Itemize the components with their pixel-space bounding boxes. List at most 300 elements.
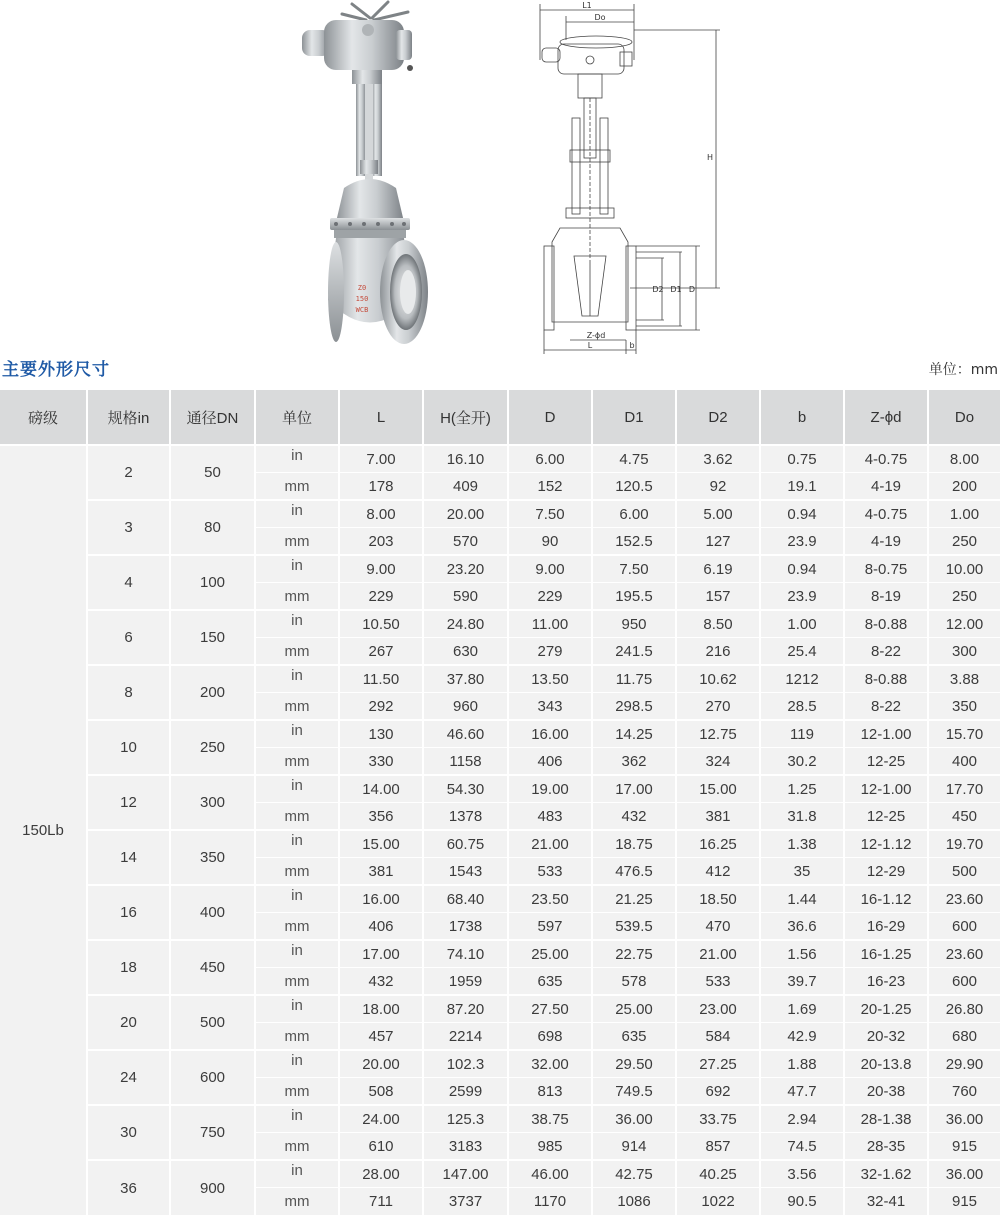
value-cell: 54.30 <box>423 775 508 803</box>
value-cell: 3183 <box>423 1133 508 1161</box>
value-cell: 279 <box>508 638 592 666</box>
value-cell: 324 <box>676 748 760 776</box>
value-cell: 450 <box>928 803 1000 831</box>
value-cell: 21.25 <box>592 885 676 913</box>
value-cell: 1022 <box>676 1188 760 1216</box>
value-cell: 24.00 <box>339 1105 423 1133</box>
value-cell: 102.3 <box>423 1050 508 1078</box>
value-cell: 15.00 <box>339 830 423 858</box>
value-cell: 470 <box>676 913 760 941</box>
value-cell: 597 <box>508 913 592 941</box>
value-cell: 610 <box>339 1133 423 1161</box>
dn-cell: 150 <box>170 610 255 665</box>
value-cell: 12-1.00 <box>844 720 928 748</box>
value-cell: 3737 <box>423 1188 508 1216</box>
label-D2: D2 <box>652 285 664 294</box>
value-cell: 0.94 <box>760 555 844 583</box>
value-cell: 1.25 <box>760 775 844 803</box>
value-cell: 147.00 <box>423 1160 508 1188</box>
column-header: b <box>760 390 844 445</box>
value-cell: 18.00 <box>339 995 423 1023</box>
column-header: H(全开) <box>423 390 508 445</box>
value-cell: 4.75 <box>592 445 676 473</box>
value-cell: 412 <box>676 858 760 886</box>
value-cell: 6.19 <box>676 555 760 583</box>
unit-cell: mm <box>255 528 339 556</box>
value-cell: 584 <box>676 1023 760 1051</box>
value-cell: 635 <box>508 968 592 996</box>
unit-cell: in <box>255 1050 339 1078</box>
label-L1: L1 <box>582 1 592 10</box>
value-cell: 38.75 <box>508 1105 592 1133</box>
column-header: Do <box>928 390 1000 445</box>
value-cell: 1959 <box>423 968 508 996</box>
unit-cell: in <box>255 940 339 968</box>
value-cell: 7.50 <box>508 500 592 528</box>
value-cell: 292 <box>339 693 423 721</box>
column-header: 磅级 <box>0 390 87 445</box>
value-cell: 178 <box>339 473 423 501</box>
value-cell: 356 <box>339 803 423 831</box>
value-cell: 20-1.25 <box>844 995 928 1023</box>
table-row-in <box>0 1050 1000 1078</box>
value-cell: 8-0.75 <box>844 555 928 583</box>
value-cell: 152.5 <box>592 528 676 556</box>
value-cell: 2.94 <box>760 1105 844 1133</box>
value-cell: 125.3 <box>423 1105 508 1133</box>
value-cell: 8-0.88 <box>844 610 928 638</box>
value-cell: 1212 <box>760 665 844 693</box>
size-in-cell: 30 <box>87 1105 170 1160</box>
value-cell: 20-32 <box>844 1023 928 1051</box>
value-cell: 600 <box>928 968 1000 996</box>
value-cell: 533 <box>508 858 592 886</box>
value-cell: 36.00 <box>592 1105 676 1133</box>
value-cell: 21.00 <box>676 940 760 968</box>
value-cell: 16.25 <box>676 830 760 858</box>
value-cell: 25.00 <box>592 995 676 1023</box>
value-cell: 1158 <box>423 748 508 776</box>
value-cell: 90 <box>508 528 592 556</box>
column-header: D1 <box>592 390 676 445</box>
value-cell: 1.56 <box>760 940 844 968</box>
value-cell: 6.00 <box>592 500 676 528</box>
value-cell: 4-0.75 <box>844 500 928 528</box>
value-cell: 3.88 <box>928 665 1000 693</box>
column-header: D2 <box>676 390 760 445</box>
value-cell: 590 <box>423 583 508 611</box>
dn-cell: 600 <box>170 1050 255 1105</box>
value-cell: 432 <box>592 803 676 831</box>
dimension-table <box>0 390 1000 1215</box>
value-cell: 17.00 <box>339 940 423 968</box>
value-cell: 120.5 <box>592 473 676 501</box>
value-cell: 698 <box>508 1023 592 1051</box>
value-cell: 432 <box>339 968 423 996</box>
size-in-cell: 8 <box>87 665 170 720</box>
value-cell: 47.7 <box>760 1078 844 1106</box>
value-cell: 33.75 <box>676 1105 760 1133</box>
value-cell: 20-13.8 <box>844 1050 928 1078</box>
value-cell: 760 <box>928 1078 1000 1106</box>
value-cell: 16-1.12 <box>844 885 928 913</box>
value-cell: 12-25 <box>844 803 928 831</box>
value-cell: 813 <box>508 1078 592 1106</box>
unit-cell: mm <box>255 583 339 611</box>
value-cell: 16.10 <box>423 445 508 473</box>
size-in-cell: 36 <box>87 1160 170 1215</box>
unit-cell: mm <box>255 693 339 721</box>
label-D: D <box>688 285 696 294</box>
value-cell: 74.5 <box>760 1133 844 1161</box>
value-cell: 1170 <box>508 1188 592 1216</box>
value-cell: 68.40 <box>423 885 508 913</box>
label-H: H <box>706 153 714 162</box>
value-cell: 23.9 <box>760 528 844 556</box>
value-cell: 21.00 <box>508 830 592 858</box>
value-cell: 362 <box>592 748 676 776</box>
value-cell: 28.5 <box>760 693 844 721</box>
dn-cell: 400 <box>170 885 255 940</box>
unit-cell: in <box>255 775 339 803</box>
value-cell: 570 <box>423 528 508 556</box>
value-cell: 692 <box>676 1078 760 1106</box>
value-cell: 1.88 <box>760 1050 844 1078</box>
size-in-cell: 16 <box>87 885 170 940</box>
value-cell: 3.62 <box>676 445 760 473</box>
table-body <box>0 445 1000 1215</box>
unit-cell: mm <box>255 858 339 886</box>
product-figures <box>0 0 1000 360</box>
value-cell: 630 <box>423 638 508 666</box>
value-cell: 18.75 <box>592 830 676 858</box>
label-Z-d: Z-ϕd <box>586 331 606 340</box>
label-Do: Do <box>594 13 606 22</box>
value-cell: 20.00 <box>339 1050 423 1078</box>
value-cell: 216 <box>676 638 760 666</box>
value-cell: 74.10 <box>423 940 508 968</box>
value-cell: 300 <box>928 638 1000 666</box>
value-cell: 200 <box>928 473 1000 501</box>
value-cell: 8.00 <box>928 445 1000 473</box>
value-cell: 36.6 <box>760 913 844 941</box>
value-cell: 229 <box>508 583 592 611</box>
unit-cell: mm <box>255 1078 339 1106</box>
value-cell: 35 <box>760 858 844 886</box>
column-header: 单位 <box>255 390 339 445</box>
value-cell: 15.70 <box>928 720 1000 748</box>
value-cell: 19.1 <box>760 473 844 501</box>
value-cell: 195.5 <box>592 583 676 611</box>
value-cell: 500 <box>928 858 1000 886</box>
size-in-cell: 14 <box>87 830 170 885</box>
value-cell: 8-0.88 <box>844 665 928 693</box>
value-cell: 12-29 <box>844 858 928 886</box>
value-cell: 2214 <box>423 1023 508 1051</box>
value-cell: 20.00 <box>423 500 508 528</box>
value-cell: 950 <box>592 610 676 638</box>
size-in-cell: 2 <box>87 445 170 500</box>
value-cell: 5.00 <box>676 500 760 528</box>
value-cell: 23.60 <box>928 940 1000 968</box>
unit-cell: in <box>255 665 339 693</box>
value-cell: 127 <box>676 528 760 556</box>
value-cell: 241.5 <box>592 638 676 666</box>
dn-cell: 250 <box>170 720 255 775</box>
unit-cell: in <box>255 720 339 748</box>
value-cell: 1.69 <box>760 995 844 1023</box>
column-header: 规格in <box>87 390 170 445</box>
size-in-cell: 12 <box>87 775 170 830</box>
value-cell: 40.25 <box>676 1160 760 1188</box>
unit-cell: mm <box>255 968 339 996</box>
unit-cell: mm <box>255 1023 339 1051</box>
value-cell: 37.80 <box>423 665 508 693</box>
value-cell: 381 <box>339 858 423 886</box>
value-cell: 267 <box>339 638 423 666</box>
value-cell: 1543 <box>423 858 508 886</box>
value-cell: 9.00 <box>508 555 592 583</box>
size-in-cell: 10 <box>87 720 170 775</box>
value-cell: 27.25 <box>676 1050 760 1078</box>
dimension-drawing <box>530 0 730 358</box>
value-cell: 25.4 <box>760 638 844 666</box>
value-cell: 12-1.12 <box>844 830 928 858</box>
size-in-cell: 24 <box>87 1050 170 1105</box>
value-cell: 23.00 <box>676 995 760 1023</box>
table-row-in <box>0 830 1000 858</box>
value-cell: 17.00 <box>592 775 676 803</box>
value-cell: 46.00 <box>508 1160 592 1188</box>
unit-cell: mm <box>255 803 339 831</box>
value-cell: 6.00 <box>508 445 592 473</box>
value-cell: 20-38 <box>844 1078 928 1106</box>
value-cell: 680 <box>928 1023 1000 1051</box>
value-cell: 203 <box>339 528 423 556</box>
table-row-in <box>0 995 1000 1023</box>
dn-cell: 50 <box>170 445 255 500</box>
value-cell: 1.38 <box>760 830 844 858</box>
value-cell: 29.50 <box>592 1050 676 1078</box>
value-cell: 12-25 <box>844 748 928 776</box>
value-cell: 229 <box>339 583 423 611</box>
table-row-in <box>0 1160 1000 1188</box>
value-cell: 298.5 <box>592 693 676 721</box>
value-cell: 12-1.00 <box>844 775 928 803</box>
value-cell: 30.2 <box>760 748 844 776</box>
value-cell: 23.50 <box>508 885 592 913</box>
label-b: b <box>629 341 635 350</box>
value-cell: 600 <box>928 913 1000 941</box>
unit-cell: in <box>255 830 339 858</box>
value-cell: 23.9 <box>760 583 844 611</box>
value-cell: 578 <box>592 968 676 996</box>
value-cell: 0.75 <box>760 445 844 473</box>
dn-cell: 750 <box>170 1105 255 1160</box>
value-cell: 11.75 <box>592 665 676 693</box>
value-cell: 250 <box>928 528 1000 556</box>
value-cell: 39.7 <box>760 968 844 996</box>
value-cell: 27.50 <box>508 995 592 1023</box>
value-cell: 17.70 <box>928 775 1000 803</box>
table-row-in <box>0 1105 1000 1133</box>
pressure-class-cell: 150Lb <box>0 445 87 1215</box>
unit-cell: in <box>255 885 339 913</box>
dn-cell: 80 <box>170 500 255 555</box>
table-row-in <box>0 610 1000 638</box>
value-cell: 539.5 <box>592 913 676 941</box>
unit-cell: mm <box>255 473 339 501</box>
value-cell: 476.5 <box>592 858 676 886</box>
value-cell: 8-19 <box>844 583 928 611</box>
unit-cell: mm <box>255 1188 339 1216</box>
value-cell: 16-29 <box>844 913 928 941</box>
value-cell: 2599 <box>423 1078 508 1106</box>
value-cell: 1738 <box>423 913 508 941</box>
value-cell: 330 <box>339 748 423 776</box>
value-cell: 7.00 <box>339 445 423 473</box>
unit-cell: mm <box>255 913 339 941</box>
value-cell: 92 <box>676 473 760 501</box>
value-cell: 42.9 <box>760 1023 844 1051</box>
value-cell: 1.00 <box>760 610 844 638</box>
value-cell: 915 <box>928 1133 1000 1161</box>
value-cell: 28-35 <box>844 1133 928 1161</box>
value-cell: 10.62 <box>676 665 760 693</box>
size-in-cell: 18 <box>87 940 170 995</box>
value-cell: 406 <box>339 913 423 941</box>
value-cell: 1086 <box>592 1188 676 1216</box>
unit-cell: in <box>255 1105 339 1133</box>
value-cell: 23.20 <box>423 555 508 583</box>
value-cell: 0.94 <box>760 500 844 528</box>
value-cell: 15.00 <box>676 775 760 803</box>
value-cell: 46.60 <box>423 720 508 748</box>
value-cell: 270 <box>676 693 760 721</box>
dimension-drawing-image <box>530 0 730 358</box>
value-cell: 4-19 <box>844 528 928 556</box>
value-cell: 1.00 <box>928 500 1000 528</box>
table-row-in <box>0 555 1000 583</box>
size-in-cell: 20 <box>87 995 170 1050</box>
valve-photo-image <box>300 0 440 355</box>
size-in-cell: 4 <box>87 555 170 610</box>
dn-cell: 200 <box>170 665 255 720</box>
unit-cell: mm <box>255 1133 339 1161</box>
value-cell: 23.60 <box>928 885 1000 913</box>
value-cell: 22.75 <box>592 940 676 968</box>
value-cell: 32-1.62 <box>844 1160 928 1188</box>
value-cell: 14.25 <box>592 720 676 748</box>
value-cell: 14.00 <box>339 775 423 803</box>
value-cell: 4-0.75 <box>844 445 928 473</box>
value-cell: 11.00 <box>508 610 592 638</box>
unit-cell: in <box>255 1160 339 1188</box>
value-cell: 87.20 <box>423 995 508 1023</box>
section-title: 主要外形尺寸 <box>2 360 110 380</box>
value-cell: 90.5 <box>760 1188 844 1216</box>
value-cell: 409 <box>423 473 508 501</box>
unit-cell: in <box>255 555 339 583</box>
value-cell: 533 <box>676 968 760 996</box>
value-cell: 915 <box>928 1188 1000 1216</box>
value-cell: 8.00 <box>339 500 423 528</box>
value-cell: 26.80 <box>928 995 1000 1023</box>
value-cell: 1378 <box>423 803 508 831</box>
unit-cell: mm <box>255 748 339 776</box>
unit-cell: in <box>255 610 339 638</box>
column-header: Z-ϕd <box>844 390 928 445</box>
value-cell: 16-1.25 <box>844 940 928 968</box>
value-cell: 29.90 <box>928 1050 1000 1078</box>
dn-cell: 100 <box>170 555 255 610</box>
value-cell: 12.00 <box>928 610 1000 638</box>
dn-cell: 900 <box>170 1160 255 1215</box>
value-cell: 10.50 <box>339 610 423 638</box>
value-cell: 3.56 <box>760 1160 844 1188</box>
value-cell: 343 <box>508 693 592 721</box>
value-cell: 8-22 <box>844 638 928 666</box>
value-cell: 130 <box>339 720 423 748</box>
table-row-in <box>0 885 1000 913</box>
value-cell: 8-22 <box>844 693 928 721</box>
value-cell: 16.00 <box>508 720 592 748</box>
value-cell: 483 <box>508 803 592 831</box>
value-cell: 406 <box>508 748 592 776</box>
size-in-cell: 3 <box>87 500 170 555</box>
table-row-in <box>0 500 1000 528</box>
value-cell: 985 <box>508 1133 592 1161</box>
value-cell: 28-1.38 <box>844 1105 928 1133</box>
value-cell: 7.50 <box>592 555 676 583</box>
table-row-in <box>0 775 1000 803</box>
value-cell: 119 <box>760 720 844 748</box>
dn-cell: 500 <box>170 995 255 1050</box>
value-cell: 508 <box>339 1078 423 1106</box>
value-cell: 16-23 <box>844 968 928 996</box>
value-cell: 914 <box>592 1133 676 1161</box>
value-cell: 9.00 <box>339 555 423 583</box>
unit-cell: in <box>255 500 339 528</box>
dn-cell: 350 <box>170 830 255 885</box>
column-header: L <box>339 390 423 445</box>
value-cell: 157 <box>676 583 760 611</box>
value-cell: 457 <box>339 1023 423 1051</box>
column-header: 通径DN <box>170 390 255 445</box>
value-cell: 36.00 <box>928 1105 1000 1133</box>
table-row-in <box>0 720 1000 748</box>
value-cell: 11.50 <box>339 665 423 693</box>
value-cell: 400 <box>928 748 1000 776</box>
table-row-in <box>0 445 1000 473</box>
value-cell: 1.44 <box>760 885 844 913</box>
value-cell: 13.50 <box>508 665 592 693</box>
table-row-in <box>0 940 1000 968</box>
value-cell: 18.50 <box>676 885 760 913</box>
value-cell: 857 <box>676 1133 760 1161</box>
photo-marking-1: Z0 <box>357 284 367 292</box>
value-cell: 19.00 <box>508 775 592 803</box>
unit-cell: in <box>255 445 339 473</box>
value-cell: 12.75 <box>676 720 760 748</box>
value-cell: 31.8 <box>760 803 844 831</box>
value-cell: 32.00 <box>508 1050 592 1078</box>
unit-cell: in <box>255 995 339 1023</box>
label-L: L <box>587 341 593 350</box>
value-cell: 8.50 <box>676 610 760 638</box>
value-cell: 10.00 <box>928 555 1000 583</box>
value-cell: 4-19 <box>844 473 928 501</box>
